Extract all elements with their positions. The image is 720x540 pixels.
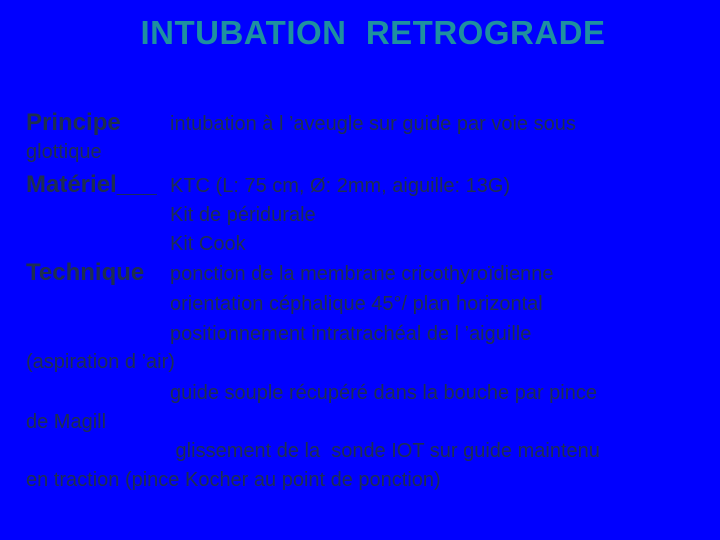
principe-text-line-1: intubation à l ’aveugle sur guide par voie sous bbox=[170, 113, 576, 135]
technique-heading: Technique bbox=[26, 259, 145, 286]
principe-heading: Principe bbox=[26, 109, 121, 136]
technique-line: (aspiration d ’air) bbox=[26, 351, 175, 373]
technique-line: de Magill bbox=[26, 411, 107, 433]
technique-line: positionnement intratrachéal de l ’aiguille bbox=[170, 323, 532, 345]
technique-line: orientation céphalique 45°/ plan horizontal bbox=[170, 293, 543, 315]
materiel-item: Kit Cook bbox=[170, 233, 246, 255]
technique-line: ponction de la membrane cricothyroïdienne bbox=[170, 263, 554, 285]
slide-title: INTUBATION RETROGRADE bbox=[140, 14, 606, 51]
technique-line: guide souple récupéré dans la bouche par pince bbox=[170, 382, 597, 404]
technique-line: en traction (pince Kocher au point de ponction) bbox=[26, 469, 441, 491]
materiel-item: KTC (L: 75 cm, Ø: 2mm, aiguille: 13G) bbox=[170, 175, 511, 197]
materiel-item: Kit de péridurale bbox=[170, 204, 316, 226]
principe-text-line-2: glottique bbox=[26, 141, 102, 163]
technique-line: glissement de la sonde IOT sur guide maintenu bbox=[170, 440, 600, 462]
materiel-heading: Matériel___ bbox=[26, 171, 157, 198]
